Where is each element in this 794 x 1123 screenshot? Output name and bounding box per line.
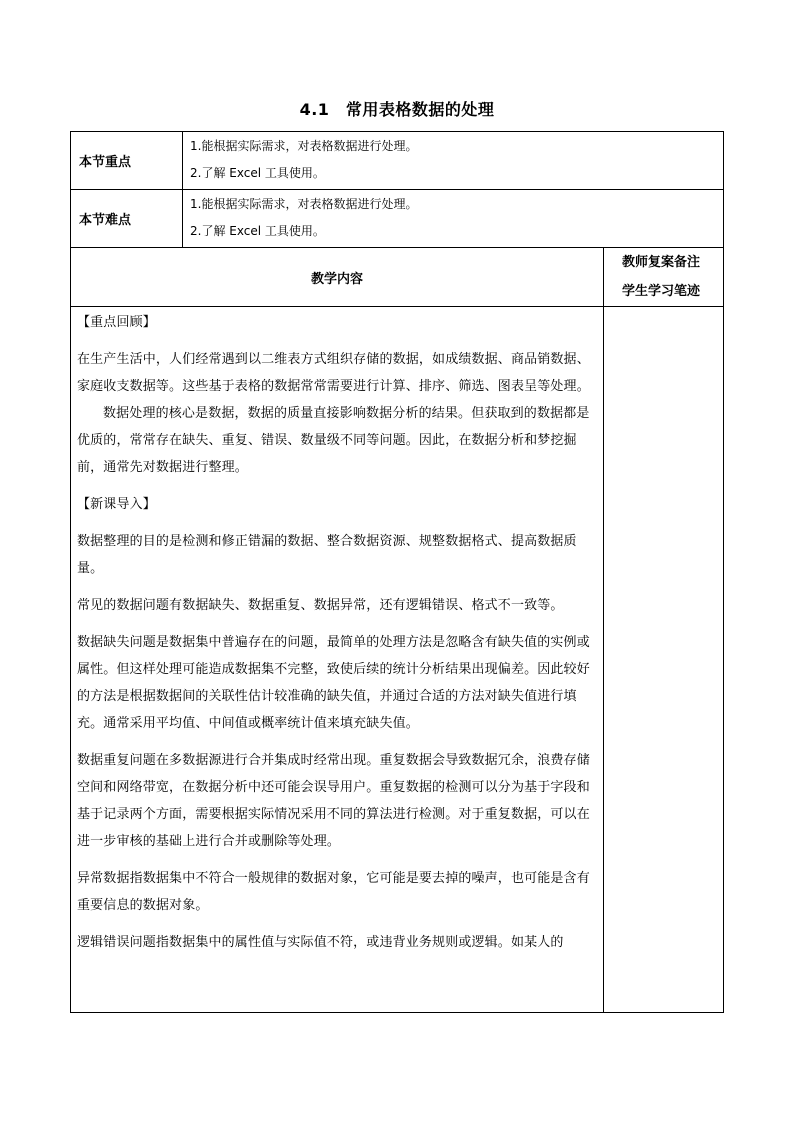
content-paragraph: 数据缺失问题是数据集中普遍存在的问题，最简单的处理方法是忽略含有缺失值的实例或属性。但这样处理可能造成数据集不完整，致使后续的统计分析结果出现偏差。因此较好的方法是根据数据间的关联性估计较准确的缺失值，并通过合适的方法对缺失值进行填充。通常采用平均值、中间值或概率统计值来填充缺失值。	[77, 635, 590, 731]
review-paragraph: 在生产生活中，人们经常遇到以二维表方式组织存储的数据，如成绩数据、商品销数据、家庭收支数据等。这些基于表格的数据常常需要进行计算、排序、筛选、图表呈等处理。	[77, 352, 590, 394]
lesson-plan-table	[70, 131, 724, 1013]
review-paragraph: 数据处理的核心是数据，数据的质量直接影响数据分析的结果。但获取到的数据都是优质的，常常存在缺失、重复、错误、数量级不同等问题。因此，在数据分析和梦挖掘前，通常先对数据进行整理。	[77, 406, 590, 475]
key-points-label: 本节重点	[71, 132, 183, 190]
content-paragraph: 逻辑错误问题指数据集中的属性值与实际值不符，或违背业务规则或逻辑。如某人的	[77, 935, 564, 950]
page-title: 4.1 常用表格数据的处理	[299, 100, 495, 119]
key-point-item: 1.能根据实际需求，对表格数据进行处理。	[190, 139, 418, 153]
key-points-row	[71, 132, 724, 190]
notes-header	[604, 248, 724, 307]
key-points-list	[183, 132, 724, 190]
content-paragraph: 常见的数据问题有数据缺失、数据重复、数据异常，还有逻辑错误、格式不一致等。	[77, 598, 564, 613]
content-paragraph: 数据整理的目的是检测和修正错漏的数据、整合数据资源、规整数据格式、提高数据质量。	[77, 534, 577, 576]
teacher-notes-label: 教师复案备注	[622, 255, 701, 270]
notes-column	[604, 307, 724, 1013]
difficult-point-item: 1.能根据实际需求，对表格数据进行处理。	[190, 197, 418, 211]
difficult-points-list	[183, 190, 724, 248]
teaching-content-header: 教学内容	[71, 248, 604, 307]
header-row	[71, 248, 724, 307]
difficult-point-item: 2.了解 Excel 工具使用。	[190, 224, 325, 238]
intro-heading: 【新课导入】	[77, 497, 156, 512]
content-row	[71, 307, 724, 1013]
teaching-content	[71, 307, 604, 1013]
content-paragraph: 数据重复问题在多数据源进行合并集成时经常出现。重复数据会导致数据冗余，浪费存储空间和网络带宽，在数据分析中还可能会误导用户。重复数据的检测可以分为基于字段和基于记录两个方面，需要根据实际情况采用不同的算法进行检测。对于重复数据，可以在进一步审核的基础上进行合并或删除等处理。	[77, 753, 590, 849]
difficult-points-row	[71, 190, 724, 248]
difficult-points-label: 本节难点	[71, 190, 183, 248]
key-point-item: 2.了解 Excel 工具使用。	[190, 166, 325, 180]
student-notes-label: 学生学习笔迹	[622, 284, 701, 299]
content-paragraph: 异常数据指数据集中不符合一般规律的数据对象，它可能是要去掉的噪声，也可能是含有重要信息的数据对象。	[77, 871, 590, 913]
review-heading: 【重点回顾】	[77, 315, 156, 330]
